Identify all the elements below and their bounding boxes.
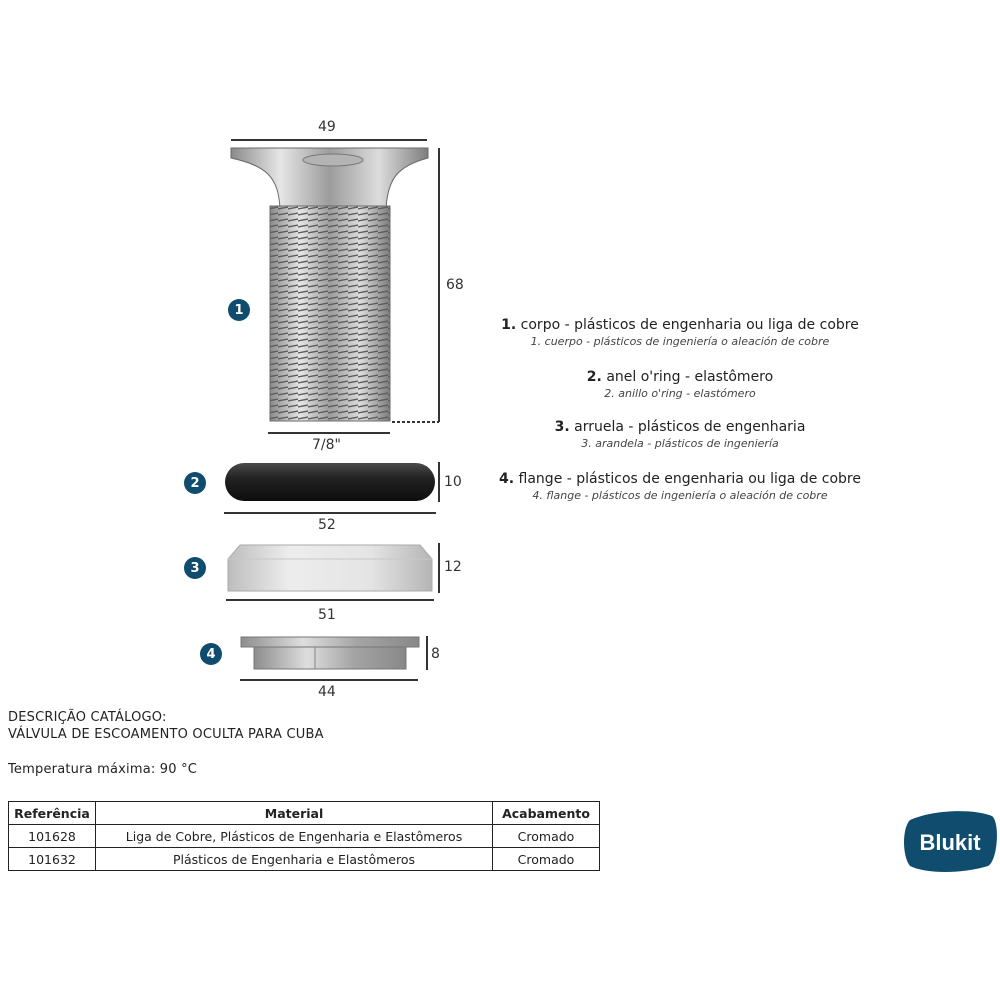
dimension-label-7-8: 7/8" — [312, 437, 341, 453]
cell-reference: 101628 — [9, 825, 96, 848]
flange-image — [240, 636, 420, 670]
part-1-body-drawing — [228, 138, 438, 428]
legend-translation: 1. cuerpo - plásticos de ingeniería o aleación de cobre — [530, 335, 830, 348]
legend-translation: 3. arandela - plásticos de ingeniería — [581, 437, 779, 450]
legend-item-1: 1. corpo - plásticos de engenharia ou liga de cobre 1. cuerpo - plásticos de ingeniería o aleación de cobre — [470, 316, 890, 349]
dimension-label-8: 8 — [431, 646, 440, 662]
legend-material: plásticos de engenharia ou liga de cobre — [576, 471, 861, 487]
dimension-line-washer-height — [438, 543, 440, 593]
dimension-line-washer-width — [226, 599, 434, 601]
dimension-line-height-68 — [438, 148, 440, 422]
dimension-line-top-width — [231, 139, 427, 141]
dimension-line-flange-width — [240, 679, 418, 681]
logo-text: Blukit — [919, 830, 981, 855]
legend-translation: 2. anillo o'ring - elastómero — [604, 387, 756, 400]
legend-material: plásticos de engenharia ou liga de cobre — [574, 317, 859, 333]
blukit-logo-shape — [902, 808, 998, 874]
dimension-line-oring-width — [224, 512, 436, 514]
dimension-line-oring-height — [438, 462, 440, 502]
legend-item-4: 4. flange - plásticos de engenharia ou liga de cobre 4. flange - plásticos de ingeniería o aleación de cobre — [470, 470, 890, 503]
dimension-label-51: 51 — [318, 607, 336, 623]
legend-translation: 4. flange - plásticos de ingeniería o aleación de cobre — [532, 489, 828, 502]
dimension-label-44: 44 — [318, 684, 336, 700]
catalog-description: VÁLVULA DE ESCOAMENTO OCULTA PARA CUBA — [8, 727, 324, 742]
legend-number: 4. — [499, 471, 515, 487]
legend-material: plásticos de engenharia — [637, 419, 806, 435]
dimension-line-flange-height — [426, 636, 428, 670]
table-header-row — [9, 802, 600, 825]
legend-item-3: 3. arruela - plásticos de engenharia 3. arandela - plásticos de ingeniería — [470, 418, 890, 451]
legend-item-2: 2. anel o'ring - elastômero 2. anillo o'ring - elastómero — [470, 368, 890, 401]
part-number-badge-2: 2 — [184, 472, 206, 494]
cell-reference: 101632 — [9, 848, 96, 871]
spec-table — [8, 801, 600, 871]
table-row — [9, 825, 600, 848]
part-4-flange-drawing — [240, 636, 420, 670]
cell-finish: Cromado — [493, 848, 600, 871]
part-3-washer-drawing — [226, 543, 434, 593]
washer-image — [226, 543, 434, 593]
dimension-line-height-68-tick — [392, 421, 439, 423]
blukit-logo — [902, 808, 998, 874]
column-header-material: Material — [96, 802, 493, 825]
legend-material: elastômero — [694, 369, 774, 385]
dimension-line-bottom-7-8 — [268, 432, 390, 434]
legend-number: 2. — [586, 369, 602, 385]
legend-name: anel o'ring — [606, 369, 681, 385]
dimension-label-10: 10 — [444, 474, 462, 490]
cell-material: Plásticos de Engenharia e Elastômeros — [96, 848, 493, 871]
column-header-reference: Referência — [9, 802, 96, 825]
part-number-badge-3: 3 — [184, 557, 206, 579]
table-row — [9, 848, 600, 871]
legend-number: 1. — [501, 317, 517, 333]
part-2-oring-drawing — [224, 462, 436, 502]
threaded-body-image — [228, 138, 438, 428]
cell-finish: Cromado — [493, 825, 600, 848]
catalog-heading: DESCRIÇÃO CATÁLOGO: — [8, 710, 167, 725]
legend-name: corpo — [520, 317, 561, 333]
legend-name: flange — [518, 471, 563, 487]
dimension-label-49: 49 — [318, 119, 336, 135]
dimension-label-12: 12 — [444, 559, 462, 575]
part-number-badge-4: 4 — [200, 643, 222, 665]
max-temperature: Temperatura máxima: 90 °C — [8, 762, 198, 777]
dimension-label-52: 52 — [318, 517, 336, 533]
part-number-badge-1: 1 — [228, 299, 250, 321]
dimension-label-68: 68 — [446, 277, 464, 293]
cell-material: Liga de Cobre, Plásticos de Engenharia e Elastômeros — [96, 825, 493, 848]
oring-image — [224, 462, 436, 502]
legend-name: arruela — [574, 419, 624, 435]
legend-number: 3. — [554, 419, 570, 435]
column-header-finish: Acabamento — [493, 802, 600, 825]
